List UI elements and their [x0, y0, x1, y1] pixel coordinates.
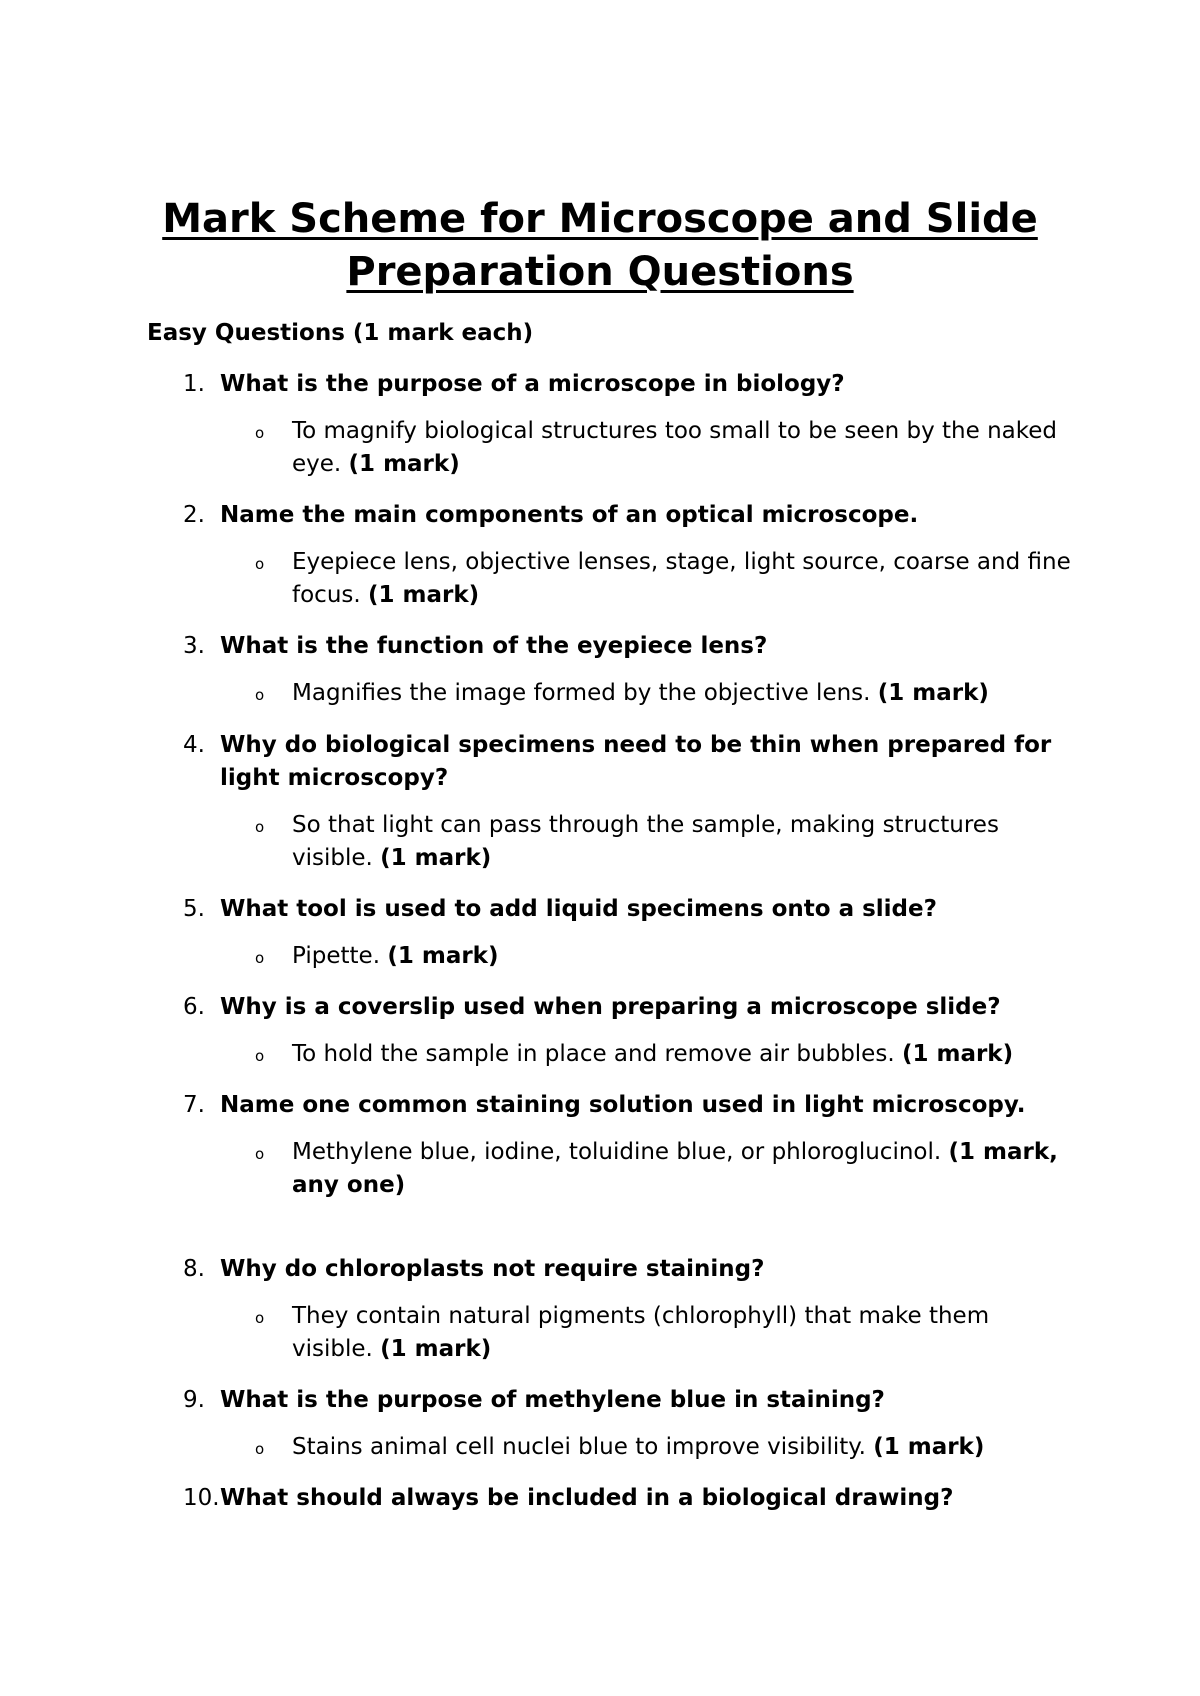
bullet-icon: o — [255, 1309, 265, 1327]
question-text: Why do chloroplasts not require staining? — [220, 1256, 765, 1282]
bullet-icon: o — [255, 1047, 265, 1065]
question-6 — [0, 991, 1200, 1071]
bullet-icon: o — [255, 686, 265, 704]
mark-label: (1 mark) — [380, 1336, 492, 1362]
bullet-icon: o — [255, 818, 265, 836]
answer-text: To magnify biological structures too small to be seen by the naked eye. — [292, 418, 1058, 477]
mark-label: (1 mark) — [380, 845, 492, 871]
answer — [0, 940, 1200, 973]
answer — [0, 1431, 1200, 1464]
question-text: What is the function of the eyepiece lens? — [220, 633, 768, 659]
question-4 — [0, 729, 1200, 875]
question-8 — [0, 1253, 1200, 1366]
question-5 — [0, 893, 1200, 973]
question-2 — [0, 499, 1200, 612]
page-title — [0, 193, 1200, 299]
answer — [0, 1136, 1200, 1202]
answer — [0, 677, 1200, 710]
question-number: 4. — [183, 732, 205, 758]
question-9 — [0, 1384, 1200, 1464]
question-text: Why is a coverslip used when preparing a microscope slide? — [220, 994, 1001, 1020]
bullet-icon: o — [255, 555, 265, 573]
title-line-1: Mark Scheme for Microscope and Slide — [162, 196, 1038, 242]
question-number: 2. — [183, 502, 205, 528]
question-text: What is the purpose of a microscope in biology? — [220, 371, 845, 397]
question-text: What is the purpose of methylene blue in staining? — [220, 1387, 885, 1413]
question-number: 10. — [183, 1485, 220, 1511]
answer — [0, 546, 1200, 612]
question-number: 6. — [183, 994, 205, 1020]
question-number: 7. — [183, 1092, 205, 1118]
answer — [0, 415, 1200, 481]
mark-label: (1 mark) — [901, 1041, 1014, 1067]
answer — [0, 1038, 1200, 1071]
answer-text: Pipette. — [292, 943, 381, 969]
mark-label: (1 mark) — [387, 943, 499, 969]
question-text: What tool is used to add liquid specimens onto a slide? — [220, 896, 937, 922]
bullet-icon: o — [255, 1440, 265, 1458]
answer — [0, 809, 1200, 875]
title-line-2: Preparation Questions — [346, 249, 854, 295]
answer-text: So that light can pass through the sample, making structures visible. — [292, 812, 999, 871]
question-3 — [0, 630, 1200, 710]
mark-label: (1 mark) — [368, 582, 480, 608]
mark-label: (1 mark) — [348, 451, 460, 477]
question-10 — [0, 1482, 1200, 1515]
section-heading: Easy Questions (1 mark each) — [147, 320, 534, 346]
mark-label: (1 mark, any one) — [292, 1139, 1058, 1198]
answer-text: Magnifies the image formed by the objective lens. — [292, 680, 871, 706]
answer-text: Stains animal cell nuclei blue to improve visibility. — [292, 1434, 866, 1460]
question-number: 9. — [183, 1387, 205, 1413]
mark-label: (1 mark) — [877, 680, 989, 706]
question-text: Why do biological specimens need to be thin when prepared for light microscopy? — [220, 732, 1052, 791]
answer — [0, 1300, 1200, 1366]
question-text: What should always be included in a biological drawing? — [220, 1485, 954, 1511]
answer-text: They contain natural pigments (chlorophyll) that make them visible. — [292, 1303, 990, 1362]
bullet-icon: o — [255, 949, 265, 967]
question-number: 1. — [183, 371, 205, 397]
question-text: Name the main components of an optical microscope. — [220, 502, 919, 528]
question-7 — [0, 1089, 1200, 1202]
question-number: 8. — [183, 1256, 205, 1282]
mark-label: (1 mark) — [873, 1434, 985, 1460]
question-1 — [0, 368, 1200, 481]
bullet-icon: o — [255, 424, 265, 442]
question-text: Name one common staining solution used in light microscopy. — [220, 1092, 1026, 1118]
answer-text: Eyepiece lens, objective lenses, stage, light source, coarse and fine focus. — [292, 549, 1071, 608]
question-number: 3. — [183, 633, 205, 659]
answer-text: Methylene blue, iodine, toluidine blue, or phloroglucinol. — [292, 1139, 942, 1165]
answer-text: To hold the sample in place and remove air bubbles. — [292, 1041, 895, 1067]
question-number: 5. — [183, 896, 205, 922]
bullet-icon: o — [255, 1145, 265, 1163]
